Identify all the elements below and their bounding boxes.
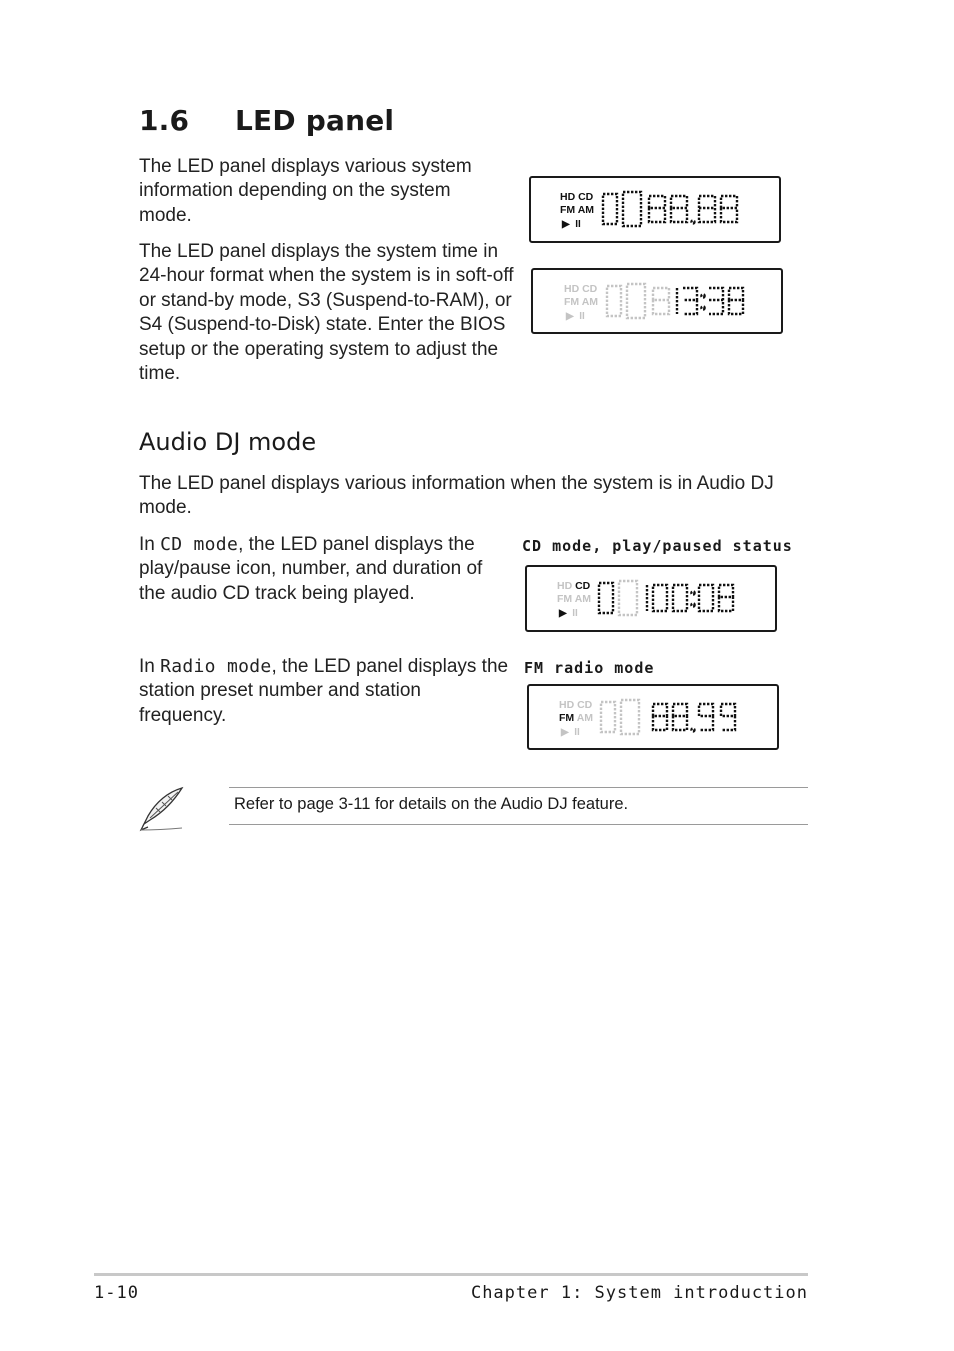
fm-label: FM <box>564 296 580 308</box>
section-title-text: LED panel <box>235 104 395 137</box>
pause-icon: II <box>574 727 580 738</box>
page-number: 1-10 <box>94 1283 139 1303</box>
led-indicator-fm-am <box>560 204 594 217</box>
chapter-title: Chapter 1: System introduction <box>470 1283 808 1303</box>
am-label: AM <box>574 593 592 605</box>
led-panel-fm-mode <box>527 684 779 750</box>
pause-icon: II <box>572 608 578 619</box>
led-indicator-hd-cd <box>557 580 590 593</box>
pause-icon: II <box>579 311 585 322</box>
cd-mode-caption: CD mode, play/paused status <box>522 537 793 555</box>
cd-suffix: , the LED panel displays the play/pause icon, number, and duration of the audio CD track being played. <box>139 534 483 604</box>
led-digits <box>599 698 749 738</box>
fm-mode-caption: FM radio mode <box>524 659 655 677</box>
led-indicator-hd-cd <box>564 283 597 296</box>
footer-rule <box>94 1273 808 1276</box>
led-indicator-hd-cd <box>559 699 592 712</box>
led-indicator-fm-am <box>564 296 598 309</box>
note-top-rule <box>229 787 808 788</box>
section-title <box>139 104 394 137</box>
am-label: AM <box>581 296 599 308</box>
hd-label: HD <box>559 699 575 711</box>
cd-mode-paragraph <box>139 533 509 606</box>
am-label: AM <box>577 204 595 216</box>
play-icon: ▶ <box>559 608 567 619</box>
pause-icon: II <box>575 219 581 230</box>
radio-prefix: In <box>139 656 161 677</box>
cd-mode-term: CD mode <box>160 534 239 555</box>
note-text: Refer to page 3-11 for details on the Audio DJ feature. <box>234 795 629 813</box>
radio-mode-term: Radio mode <box>160 656 272 677</box>
play-pause-indicator <box>566 310 585 323</box>
audio-dj-title: Audio DJ mode <box>139 428 317 456</box>
play-pause-indicator <box>562 218 581 231</box>
intro-paragraph-1: The LED panel displays various system information depending on the system mode. <box>139 156 472 226</box>
hd-label: HD <box>560 191 576 203</box>
hd-label: HD <box>557 580 573 592</box>
led-panel-all-on <box>529 176 781 243</box>
play-icon: ▶ <box>562 219 570 230</box>
cd-prefix: In <box>139 534 161 555</box>
cd-label: CD <box>582 283 598 295</box>
radio-mode-paragraph <box>139 655 509 728</box>
play-pause-indicator <box>559 607 578 620</box>
fm-label: FM <box>559 712 575 724</box>
cd-label: CD <box>577 699 593 711</box>
note-bottom-rule <box>229 824 808 825</box>
play-icon: ▶ <box>566 311 574 322</box>
play-pause-indicator <box>561 726 580 739</box>
radio-suffix: , the LED panel displays the station preset number and station frequency. <box>139 656 509 726</box>
cd-label: CD <box>578 191 594 203</box>
intro-paragraph-2: The LED panel displays the system time in 24-hour format when the system is in soft-off or stand-by mode, S3 (Suspend-to-RAM), or S4 (Suspend-to-Disk) state. Enter the BIOS setup or the operating system to adjust the time. <box>139 241 514 385</box>
fm-label: FM <box>557 593 573 605</box>
led-panel-cd-mode <box>525 565 777 632</box>
led-digits <box>601 190 751 230</box>
hd-label: HD <box>564 283 580 295</box>
led-indicator-fm-am <box>559 712 593 725</box>
cd-label: CD <box>575 580 591 592</box>
led-panel-time <box>531 268 783 334</box>
led-digits <box>605 282 755 322</box>
play-icon: ▶ <box>561 727 569 738</box>
audio-dj-intro: The LED panel displays various information when the system is in Audio DJ mode. <box>139 473 774 519</box>
feather-pen-icon <box>138 786 186 832</box>
section-number: 1.6 <box>139 104 190 137</box>
led-indicator-hd-cd <box>560 191 593 204</box>
led-digits <box>597 579 747 619</box>
led-indicator-fm-am <box>557 593 591 606</box>
fm-label: FM <box>560 204 576 216</box>
am-label: AM <box>576 712 594 724</box>
